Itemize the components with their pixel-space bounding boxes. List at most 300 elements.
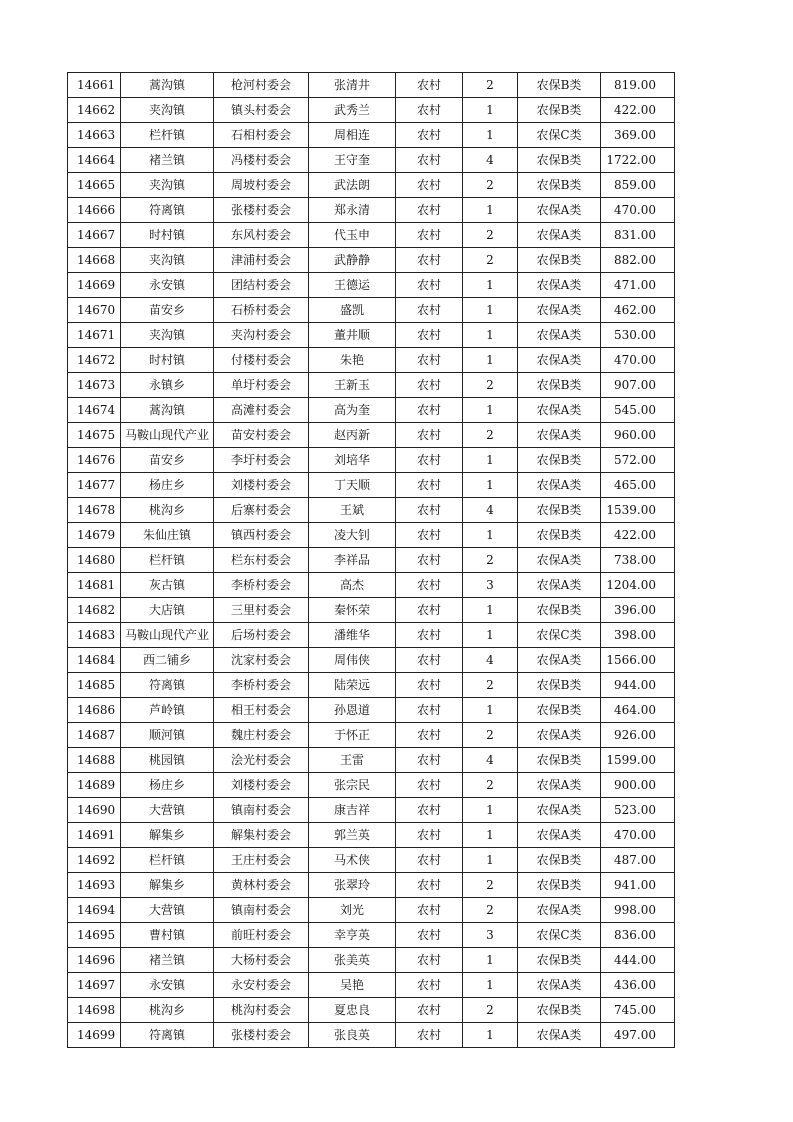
- cell-amount: 444.00: [601, 948, 675, 973]
- cell-record-id: 14662: [68, 98, 121, 123]
- table-row: [68, 998, 675, 1023]
- cell-residence-type: 农村: [396, 648, 463, 673]
- cell-person-name: 陆荣远: [309, 673, 396, 698]
- cell-residence-type: 农村: [396, 273, 463, 298]
- cell-person-name: 幸亨英: [309, 923, 396, 948]
- cell-village-committee: 解集村委会: [214, 823, 309, 848]
- cell-village-committee: 东风村委会: [214, 223, 309, 248]
- cell-town: 符离镇: [121, 673, 214, 698]
- cell-town: 栏杆镇: [121, 848, 214, 873]
- table-row: [68, 398, 675, 423]
- cell-residence-type: 农村: [396, 948, 463, 973]
- table-row: [68, 223, 675, 248]
- cell-residence-type: 农村: [396, 923, 463, 948]
- cell-person-name: 高杰: [309, 573, 396, 598]
- cell-insurance-category: 农保C类: [518, 623, 601, 648]
- cell-person-name: 朱艳: [309, 348, 396, 373]
- cell-residence-type: 农村: [396, 823, 463, 848]
- cell-village-committee: 高滩村委会: [214, 398, 309, 423]
- cell-person-name: 潘维华: [309, 623, 396, 648]
- cell-record-id: 14696: [68, 948, 121, 973]
- cell-amount: 530.00: [601, 323, 675, 348]
- cell-person-name: 王新玉: [309, 373, 396, 398]
- cell-insurance-category: 农保C类: [518, 123, 601, 148]
- cell-person-name: 于怀正: [309, 723, 396, 748]
- cell-town: 杨庄乡: [121, 773, 214, 798]
- cell-household-count: 2: [463, 248, 518, 273]
- cell-amount: 1722.00: [601, 148, 675, 173]
- table-row: [68, 373, 675, 398]
- cell-village-committee: 枪河村委会: [214, 73, 309, 98]
- cell-insurance-category: 农保B类: [518, 998, 601, 1023]
- cell-village-committee: 镇西村委会: [214, 523, 309, 548]
- cell-record-id: 14692: [68, 848, 121, 873]
- cell-household-count: 1: [463, 623, 518, 648]
- cell-residence-type: 农村: [396, 598, 463, 623]
- cell-insurance-category: 农保A类: [518, 1023, 601, 1048]
- cell-amount: 882.00: [601, 248, 675, 273]
- cell-village-committee: 团结村委会: [214, 273, 309, 298]
- cell-household-count: 1: [463, 323, 518, 348]
- cell-amount: 422.00: [601, 98, 675, 123]
- cell-village-committee: 镇头村委会: [214, 98, 309, 123]
- cell-residence-type: 农村: [396, 523, 463, 548]
- table-row: [68, 548, 675, 573]
- cell-record-id: 14678: [68, 498, 121, 523]
- cell-village-committee: 大杨村委会: [214, 948, 309, 973]
- cell-residence-type: 农村: [396, 298, 463, 323]
- cell-record-id: 14691: [68, 823, 121, 848]
- cell-town: 夹沟镇: [121, 173, 214, 198]
- cell-record-id: 14679: [68, 523, 121, 548]
- cell-person-name: 张清井: [309, 73, 396, 98]
- table-row: [68, 823, 675, 848]
- cell-village-committee: 单圩村委会: [214, 373, 309, 398]
- cell-town: 时村镇: [121, 223, 214, 248]
- cell-amount: 422.00: [601, 523, 675, 548]
- cell-record-id: 14675: [68, 423, 121, 448]
- cell-town: 夹沟镇: [121, 248, 214, 273]
- cell-amount: 907.00: [601, 373, 675, 398]
- cell-household-count: 4: [463, 748, 518, 773]
- table-row: [68, 198, 675, 223]
- table-row: [68, 248, 675, 273]
- cell-town: 马鞍山现代产业: [121, 623, 214, 648]
- cell-amount: 836.00: [601, 923, 675, 948]
- cell-village-committee: 相王村委会: [214, 698, 309, 723]
- cell-person-name: 王德运: [309, 273, 396, 298]
- cell-insurance-category: 农保B类: [518, 373, 601, 398]
- table-row: [68, 523, 675, 548]
- cell-household-count: 1: [463, 823, 518, 848]
- cell-amount: 369.00: [601, 123, 675, 148]
- cell-household-count: 1: [463, 273, 518, 298]
- cell-record-id: 14672: [68, 348, 121, 373]
- cell-insurance-category: 农保A类: [518, 823, 601, 848]
- table-row: [68, 498, 675, 523]
- cell-person-name: 马术侠: [309, 848, 396, 873]
- cell-amount: 859.00: [601, 173, 675, 198]
- cell-town: 大店镇: [121, 598, 214, 623]
- table-row: [68, 598, 675, 623]
- cell-town: 栏杆镇: [121, 123, 214, 148]
- cell-residence-type: 农村: [396, 498, 463, 523]
- cell-village-committee: 津浦村委会: [214, 248, 309, 273]
- cell-household-count: 1: [463, 123, 518, 148]
- cell-household-count: 2: [463, 423, 518, 448]
- cell-person-name: 张良英: [309, 1023, 396, 1048]
- cell-town: 马鞍山现代产业: [121, 423, 214, 448]
- cell-village-committee: 刘楼村委会: [214, 773, 309, 798]
- cell-village-committee: 刘楼村委会: [214, 473, 309, 498]
- cell-person-name: 盛凯: [309, 298, 396, 323]
- cell-record-id: 14693: [68, 873, 121, 898]
- cell-insurance-category: 农保A类: [518, 273, 601, 298]
- cell-amount: 572.00: [601, 448, 675, 473]
- cell-insurance-category: 农保A类: [518, 898, 601, 923]
- cell-person-name: 郑永清: [309, 198, 396, 223]
- cell-amount: 745.00: [601, 998, 675, 1023]
- table-row: [68, 773, 675, 798]
- cell-residence-type: 农村: [396, 623, 463, 648]
- cell-town: 朱仙庄镇: [121, 523, 214, 548]
- cell-amount: 738.00: [601, 548, 675, 573]
- cell-amount: 1599.00: [601, 748, 675, 773]
- cell-residence-type: 农村: [396, 373, 463, 398]
- cell-insurance-category: 农保A类: [518, 798, 601, 823]
- cell-person-name: 董井顺: [309, 323, 396, 348]
- cell-residence-type: 农村: [396, 198, 463, 223]
- cell-residence-type: 农村: [396, 573, 463, 598]
- cell-record-id: 14667: [68, 223, 121, 248]
- cell-household-count: 4: [463, 498, 518, 523]
- records-table: [67, 72, 675, 1048]
- cell-person-name: 武法朗: [309, 173, 396, 198]
- table-row: [68, 423, 675, 448]
- cell-insurance-category: 农保B类: [518, 73, 601, 98]
- cell-person-name: 李祥品: [309, 548, 396, 573]
- cell-town: 永镇乡: [121, 373, 214, 398]
- cell-village-committee: 李桥村委会: [214, 673, 309, 698]
- cell-insurance-category: 农保B类: [518, 523, 601, 548]
- table-row: [68, 973, 675, 998]
- cell-household-count: 1: [463, 448, 518, 473]
- cell-insurance-category: 农保B类: [518, 948, 601, 973]
- cell-household-count: 4: [463, 648, 518, 673]
- cell-village-committee: 永安村委会: [214, 973, 309, 998]
- cell-household-count: 1: [463, 698, 518, 723]
- cell-residence-type: 农村: [396, 723, 463, 748]
- cell-village-committee: 冯楼村委会: [214, 148, 309, 173]
- cell-town: 时村镇: [121, 348, 214, 373]
- cell-amount: 398.00: [601, 623, 675, 648]
- cell-residence-type: 农村: [396, 73, 463, 98]
- cell-insurance-category: 农保A类: [518, 473, 601, 498]
- cell-residence-type: 农村: [396, 998, 463, 1023]
- cell-person-name: 凌大钊: [309, 523, 396, 548]
- cell-village-committee: 镇南村委会: [214, 798, 309, 823]
- cell-person-name: 夏忠良: [309, 998, 396, 1023]
- cell-household-count: 1: [463, 473, 518, 498]
- cell-household-count: 2: [463, 373, 518, 398]
- cell-person-name: 康吉祥: [309, 798, 396, 823]
- cell-town: 蒿沟镇: [121, 73, 214, 98]
- cell-residence-type: 农村: [396, 98, 463, 123]
- cell-town: 芦岭镇: [121, 698, 214, 723]
- cell-amount: 900.00: [601, 773, 675, 798]
- cell-record-id: 14671: [68, 323, 121, 348]
- table-row: [68, 148, 675, 173]
- cell-record-id: 14665: [68, 173, 121, 198]
- table-row: [68, 648, 675, 673]
- cell-record-id: 14698: [68, 998, 121, 1023]
- cell-amount: 497.00: [601, 1023, 675, 1048]
- cell-town: 杨庄乡: [121, 473, 214, 498]
- cell-household-count: 2: [463, 873, 518, 898]
- cell-residence-type: 农村: [396, 423, 463, 448]
- cell-town: 夹沟镇: [121, 98, 214, 123]
- cell-village-committee: 栏东村委会: [214, 548, 309, 573]
- cell-village-committee: 李圩村委会: [214, 448, 309, 473]
- table-row: [68, 298, 675, 323]
- cell-insurance-category: 农保B类: [518, 598, 601, 623]
- table-row: [68, 798, 675, 823]
- table-row: [68, 73, 675, 98]
- cell-residence-type: 农村: [396, 848, 463, 873]
- cell-record-id: 14669: [68, 273, 121, 298]
- cell-amount: 464.00: [601, 698, 675, 723]
- cell-person-name: 武静静: [309, 248, 396, 273]
- cell-household-count: 1: [463, 398, 518, 423]
- cell-record-id: 14699: [68, 1023, 121, 1048]
- cell-village-committee: 魏庄村委会: [214, 723, 309, 748]
- cell-person-name: 周相连: [309, 123, 396, 148]
- cell-insurance-category: 农保B类: [518, 848, 601, 873]
- cell-household-count: 2: [463, 773, 518, 798]
- cell-village-committee: 浍光村委会: [214, 748, 309, 773]
- cell-amount: 396.00: [601, 598, 675, 623]
- cell-record-id: 14694: [68, 898, 121, 923]
- cell-household-count: 1: [463, 98, 518, 123]
- cell-record-id: 14683: [68, 623, 121, 648]
- cell-amount: 926.00: [601, 723, 675, 748]
- table-row: [68, 1023, 675, 1048]
- cell-village-committee: 桃沟村委会: [214, 998, 309, 1023]
- cell-record-id: 14686: [68, 698, 121, 723]
- cell-insurance-category: 农保B类: [518, 873, 601, 898]
- cell-residence-type: 农村: [396, 1023, 463, 1048]
- cell-amount: 1566.00: [601, 648, 675, 673]
- table-body: [68, 73, 675, 1048]
- table-row: [68, 623, 675, 648]
- cell-person-name: 王守奎: [309, 148, 396, 173]
- cell-residence-type: 农村: [396, 248, 463, 273]
- cell-village-committee: 沈家村委会: [214, 648, 309, 673]
- cell-village-committee: 三里村委会: [214, 598, 309, 623]
- cell-residence-type: 农村: [396, 448, 463, 473]
- cell-household-count: 1: [463, 948, 518, 973]
- cell-residence-type: 农村: [396, 398, 463, 423]
- cell-town: 桃沟乡: [121, 998, 214, 1023]
- cell-record-id: 14684: [68, 648, 121, 673]
- cell-residence-type: 农村: [396, 698, 463, 723]
- cell-insurance-category: 农保B类: [518, 248, 601, 273]
- cell-record-id: 14688: [68, 748, 121, 773]
- cell-village-committee: 前旺村委会: [214, 923, 309, 948]
- table-row: [68, 748, 675, 773]
- cell-amount: 471.00: [601, 273, 675, 298]
- cell-record-id: 14697: [68, 973, 121, 998]
- cell-village-committee: 王庄村委会: [214, 848, 309, 873]
- cell-amount: 470.00: [601, 198, 675, 223]
- cell-town: 褚兰镇: [121, 148, 214, 173]
- cell-insurance-category: 农保A类: [518, 423, 601, 448]
- cell-town: 褚兰镇: [121, 948, 214, 973]
- cell-insurance-category: 农保B类: [518, 748, 601, 773]
- table-row: [68, 123, 675, 148]
- table-row: [68, 448, 675, 473]
- cell-record-id: 14687: [68, 723, 121, 748]
- cell-person-name: 张宗民: [309, 773, 396, 798]
- cell-insurance-category: 农保A类: [518, 298, 601, 323]
- cell-insurance-category: 农保A类: [518, 348, 601, 373]
- cell-residence-type: 农村: [396, 148, 463, 173]
- cell-insurance-category: 农保B类: [518, 498, 601, 523]
- cell-village-committee: 苗安村委会: [214, 423, 309, 448]
- cell-person-name: 王雷: [309, 748, 396, 773]
- cell-residence-type: 农村: [396, 798, 463, 823]
- cell-household-count: 2: [463, 673, 518, 698]
- cell-person-name: 王斌: [309, 498, 396, 523]
- cell-amount: 523.00: [601, 798, 675, 823]
- cell-town: 灰古镇: [121, 573, 214, 598]
- table-row: [68, 923, 675, 948]
- cell-record-id: 14677: [68, 473, 121, 498]
- cell-amount: 545.00: [601, 398, 675, 423]
- cell-village-committee: 后寨村委会: [214, 498, 309, 523]
- cell-residence-type: 农村: [396, 173, 463, 198]
- cell-insurance-category: 农保A类: [518, 223, 601, 248]
- table-row: [68, 673, 675, 698]
- cell-record-id: 14690: [68, 798, 121, 823]
- cell-amount: 998.00: [601, 898, 675, 923]
- cell-insurance-category: 农保B类: [518, 448, 601, 473]
- table-row: [68, 323, 675, 348]
- cell-household-count: 2: [463, 173, 518, 198]
- cell-town: 大营镇: [121, 898, 214, 923]
- cell-town: 解集乡: [121, 873, 214, 898]
- cell-record-id: 14666: [68, 198, 121, 223]
- cell-town: 符离镇: [121, 1023, 214, 1048]
- cell-record-id: 14673: [68, 373, 121, 398]
- cell-village-committee: 夹沟村委会: [214, 323, 309, 348]
- cell-town: 桃园镇: [121, 748, 214, 773]
- cell-residence-type: 农村: [396, 123, 463, 148]
- cell-insurance-category: 农保A类: [518, 973, 601, 998]
- cell-household-count: 3: [463, 923, 518, 948]
- cell-residence-type: 农村: [396, 348, 463, 373]
- table-row: [68, 898, 675, 923]
- cell-household-count: 1: [463, 298, 518, 323]
- cell-town: 西二铺乡: [121, 648, 214, 673]
- cell-household-count: 1: [463, 348, 518, 373]
- cell-town: 顺河镇: [121, 723, 214, 748]
- cell-insurance-category: 农保B类: [518, 698, 601, 723]
- cell-person-name: 高为奎: [309, 398, 396, 423]
- cell-town: 桃沟乡: [121, 498, 214, 523]
- cell-person-name: 秦怀荣: [309, 598, 396, 623]
- table-row: [68, 723, 675, 748]
- cell-insurance-category: 农保A类: [518, 198, 601, 223]
- cell-person-name: 武秀兰: [309, 98, 396, 123]
- cell-record-id: 14680: [68, 548, 121, 573]
- table-row: [68, 573, 675, 598]
- cell-household-count: 1: [463, 523, 518, 548]
- cell-amount: 819.00: [601, 73, 675, 98]
- cell-village-committee: 周坡村委会: [214, 173, 309, 198]
- cell-town: 解集乡: [121, 823, 214, 848]
- table-row: [68, 948, 675, 973]
- cell-town: 蒿沟镇: [121, 398, 214, 423]
- cell-household-count: 1: [463, 848, 518, 873]
- cell-residence-type: 农村: [396, 673, 463, 698]
- cell-household-count: 1: [463, 198, 518, 223]
- cell-town: 苗安乡: [121, 448, 214, 473]
- cell-village-committee: 石桥村委会: [214, 298, 309, 323]
- cell-record-id: 14682: [68, 598, 121, 623]
- table-row: [68, 348, 675, 373]
- cell-record-id: 14689: [68, 773, 121, 798]
- cell-residence-type: 农村: [396, 773, 463, 798]
- cell-residence-type: 农村: [396, 973, 463, 998]
- cell-person-name: 郭兰英: [309, 823, 396, 848]
- cell-residence-type: 农村: [396, 473, 463, 498]
- cell-town: 符离镇: [121, 198, 214, 223]
- cell-town: 大营镇: [121, 798, 214, 823]
- cell-insurance-category: 农保A类: [518, 648, 601, 673]
- table-row: [68, 173, 675, 198]
- cell-household-count: 4: [463, 148, 518, 173]
- cell-insurance-category: 农保A类: [518, 723, 601, 748]
- cell-insurance-category: 农保A类: [518, 548, 601, 573]
- cell-insurance-category: 农保C类: [518, 923, 601, 948]
- cell-insurance-category: 农保A类: [518, 398, 601, 423]
- cell-residence-type: 农村: [396, 223, 463, 248]
- cell-record-id: 14674: [68, 398, 121, 423]
- cell-record-id: 14664: [68, 148, 121, 173]
- cell-insurance-category: 农保B类: [518, 148, 601, 173]
- cell-amount: 465.00: [601, 473, 675, 498]
- cell-village-committee: 后场村委会: [214, 623, 309, 648]
- cell-person-name: 赵丙新: [309, 423, 396, 448]
- cell-record-id: 14695: [68, 923, 121, 948]
- cell-village-committee: 镇南村委会: [214, 898, 309, 923]
- cell-record-id: 14685: [68, 673, 121, 698]
- cell-insurance-category: 农保A类: [518, 773, 601, 798]
- cell-town: 栏杆镇: [121, 548, 214, 573]
- cell-record-id: 14681: [68, 573, 121, 598]
- cell-residence-type: 农村: [396, 898, 463, 923]
- cell-amount: 831.00: [601, 223, 675, 248]
- cell-amount: 1204.00: [601, 573, 675, 598]
- cell-town: 永安镇: [121, 973, 214, 998]
- cell-record-id: 14663: [68, 123, 121, 148]
- cell-household-count: 1: [463, 598, 518, 623]
- cell-amount: 487.00: [601, 848, 675, 873]
- cell-town: 夹沟镇: [121, 323, 214, 348]
- cell-person-name: 周伟侠: [309, 648, 396, 673]
- cell-residence-type: 农村: [396, 748, 463, 773]
